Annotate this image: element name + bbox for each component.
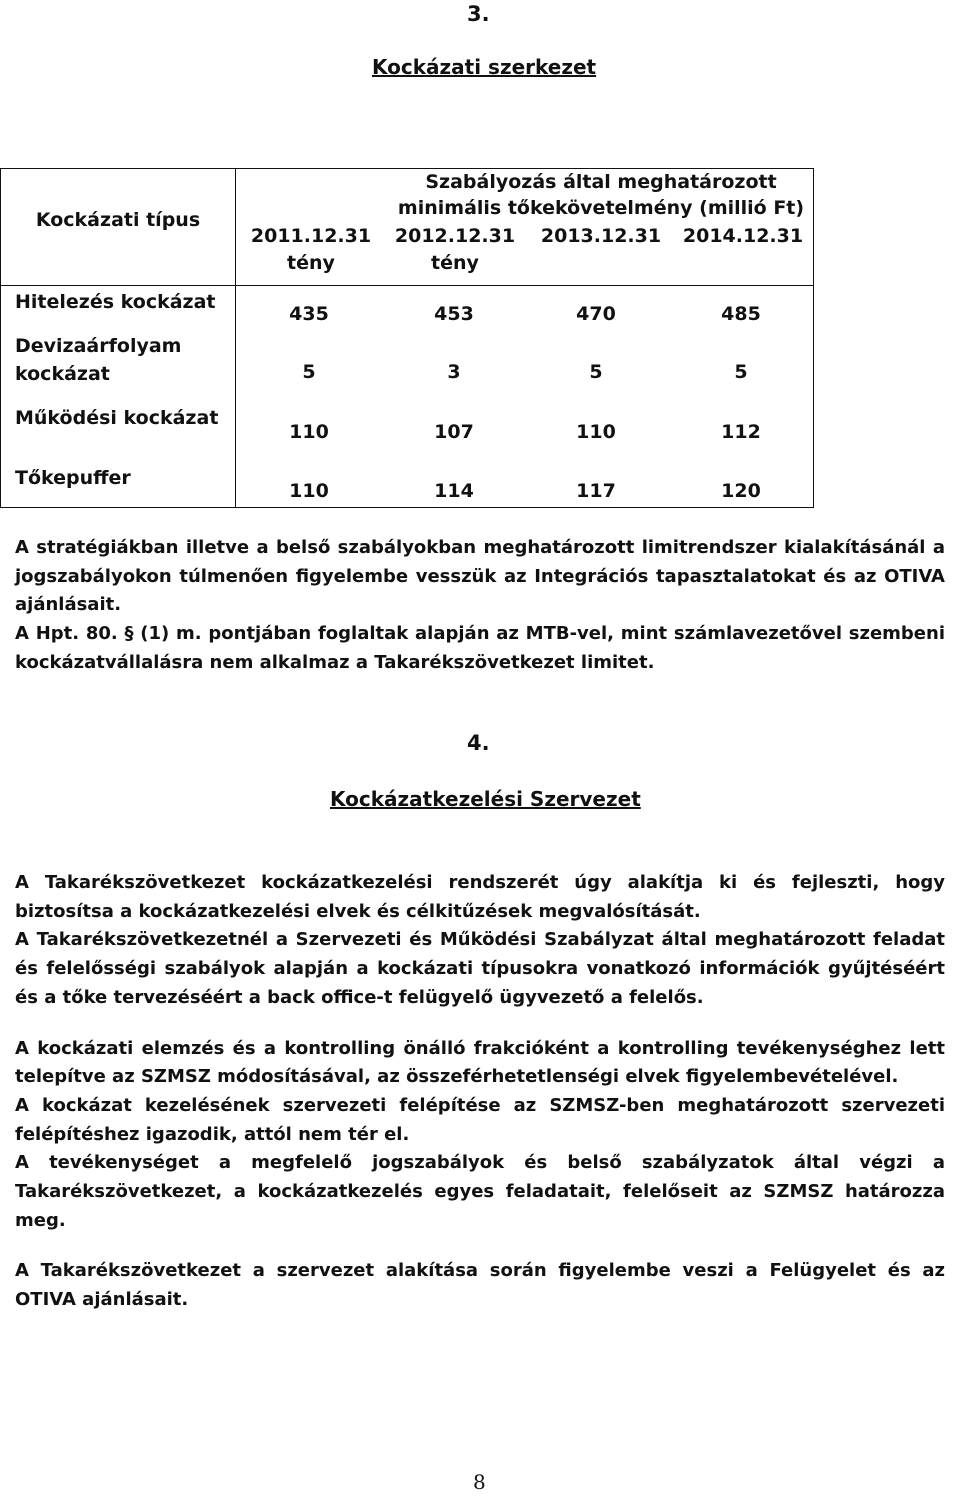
table-year-2014 [673, 223, 813, 250]
limit-paragraph-1: A stratégiákban illetve a belső szabályokban meghatározott limitrendszer kialakításánál a jogszabályokon túlmenően figyelembe vesszük az Integrációs tapasztalatokat és az OTIVA ajánlásait. [15, 537, 945, 616]
section-3-number: 3. [467, 2, 490, 26]
row-buffer-2014: 120 [721, 480, 761, 502]
table-year-2012 [383, 223, 527, 277]
year-date: 2014.12.31 [682, 225, 804, 247]
row-buffer-2011: 110 [289, 480, 329, 502]
row-fx-2011: 5 [302, 361, 316, 383]
row-buffer-2013: 117 [576, 480, 616, 502]
year-date: 2012.12.31 [394, 225, 516, 247]
section-4-number: 4. [467, 731, 490, 755]
row-fx-2013: 5 [589, 361, 603, 383]
body-paragraph-4: A kockázat kezelésének szervezeti felépítése az SZMSZ-ben meghatározott szervezeti felépítéshez igazodik, attól nem tér el. [15, 1094, 945, 1145]
row-operational-2011: 110 [289, 421, 329, 443]
row-fx-2012: 3 [447, 361, 461, 383]
row-operational-2014: 112 [721, 421, 761, 443]
row-credit-2011: 435 [289, 303, 329, 325]
table-group-header-line1: Szabályozás által meghatározott [425, 171, 777, 193]
row-label-fx-risk-line2: kockázat [15, 363, 110, 385]
row-credit-2012: 453 [434, 303, 474, 325]
body-paragraph-3: A kockázati elemzés és a kontrolling önálló frakcióként a kontrolling tevékenységhez lett telepítve az SZMSZ módosításával, az összeférhetetlenségi elvek figyelembevételével. [15, 1037, 945, 1088]
row-credit-2014: 485 [721, 303, 761, 325]
table-group-header-line2: minimális tőkekövetelmény (millió Ft) [397, 197, 805, 219]
row-operational-2013: 110 [576, 421, 616, 443]
row-fx-2014: 5 [734, 361, 748, 383]
section-4-body [15, 869, 945, 1315]
table-year-2011 [241, 223, 381, 277]
capital-requirement-table [0, 168, 814, 508]
body-paragraph-1: A Takarékszövetkezet kockázatkezelési rendszerét úgy alakítja ki és fejleszti, hogy biztosítsa a kockázatkezelési elvek és célkitűzések megvalósítását. [15, 872, 945, 922]
row-operational-2012: 107 [434, 421, 474, 443]
table-year-2013 [531, 223, 671, 250]
table-header-risk-type: Kockázati típus [35, 209, 201, 231]
limit-text [15, 534, 945, 678]
body-paragraph-2: A Takarékszövetkezetnél a Szervezeti és Működési Szabályzat által meghatározott feladat és felelősségi szabályok alapján a kockázati típusokra vonatkozó információk gyűjtéséért és a tőke tervezéséért a back office-t felügyelő ügyvezető a felelős. [15, 929, 945, 1008]
row-buffer-2012: 114 [434, 480, 474, 502]
year-date: 2013.12.31 [540, 225, 662, 247]
year-note: tény [287, 252, 335, 274]
section-4-title: Kockázatkezelési Szervezet [330, 787, 641, 811]
row-label-capital-buffer: Tőkepuffer [15, 467, 131, 489]
row-credit-2013: 470 [576, 303, 616, 325]
body-paragraph-5: A tevékenységet a megfelelő jogszabályok és belső szabályzatok által végzi a Takarékszövetkezet, a kockázatkezelés egyes feladatait, felelőseit az SZMSZ határozza meg. [15, 1152, 945, 1231]
page-number: 8 [473, 1470, 486, 1494]
limit-paragraph-2: A Hpt. 80. § (1) m. pontjában foglaltak alapján az MTB-vel, mint számlavezetővel szembeni kockázatvállalásra nem alkalmaz a Takarékszövetkezet limitet. [15, 623, 945, 673]
body-paragraph-6: A Takarékszövetkezet a szervezet alakítása során figyelembe veszi a Felügyelet és az OTIVA ajánlásait. [15, 1260, 945, 1311]
section-3-title: Kockázati szerkezet [372, 55, 597, 79]
year-note: tény [431, 252, 479, 274]
year-date: 2011.12.31 [250, 225, 372, 247]
row-label-credit-risk: Hitelezés kockázat [15, 291, 216, 313]
row-label-fx-risk-line1: Devizaárfolyam [15, 335, 182, 357]
row-label-operational-risk: Működési kockázat [15, 407, 219, 429]
